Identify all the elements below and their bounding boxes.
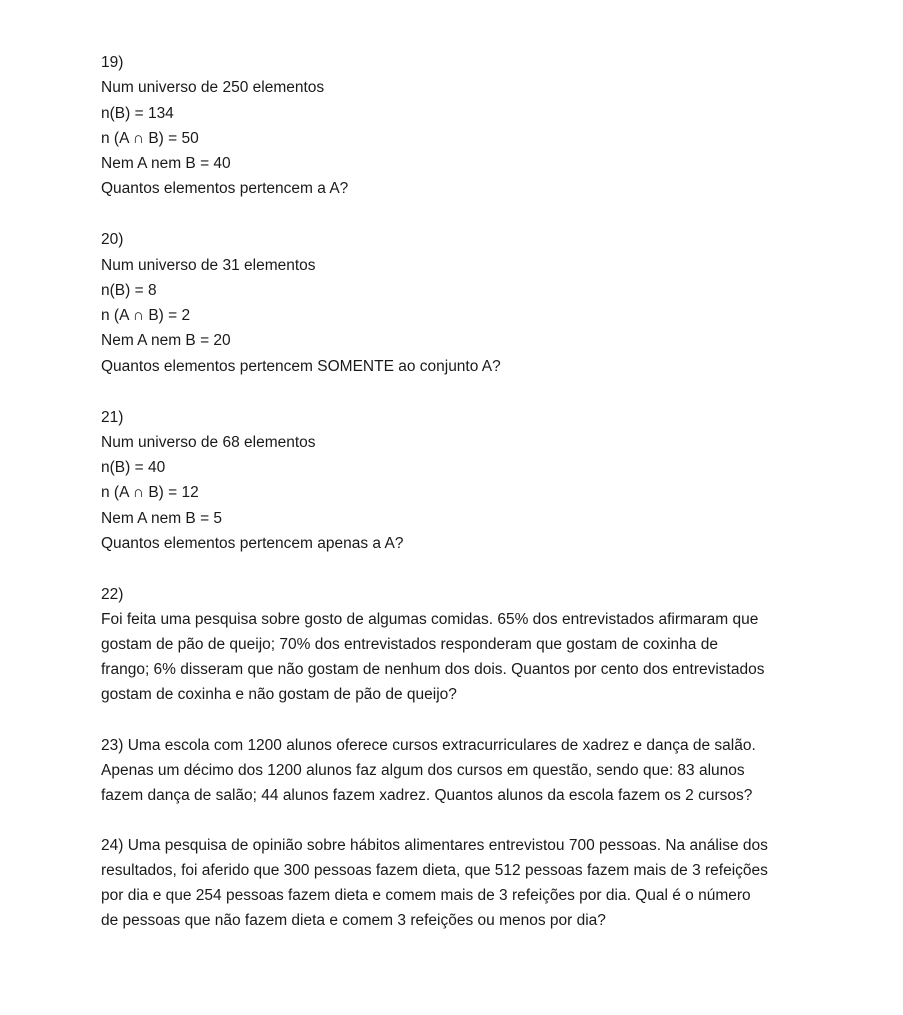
problem-text-line: resultados, foi aferido que 300 pessoas fazem dieta, que 512 pessoas fazem mais de 3 refeições bbox=[101, 862, 768, 880]
problem-question: Quantos elementos pertencem a A? bbox=[101, 180, 349, 198]
problem-text-line: de pessoas que não fazem dieta e comem 3 refeições ou menos por dia? bbox=[101, 912, 606, 930]
problem-text-line: Foi feita uma pesquisa sobre gosto de algumas comidas. 65% dos entrevistados afirmaram que bbox=[101, 611, 759, 629]
problem-number: 19) bbox=[101, 54, 124, 71]
problem-line: n(B) = 8 bbox=[101, 281, 157, 299]
problem-text-line: frango; 6% disseram que não gostam de nenhum dos dois. Quantos por cento dos entrevistados bbox=[101, 661, 765, 679]
spacer bbox=[101, 707, 821, 733]
problem-line: n (A ∩ B) = 2 bbox=[101, 307, 191, 325]
problem-line: n (A ∩ B) = 12 bbox=[101, 484, 199, 502]
spacer bbox=[101, 556, 821, 582]
problem-line: n(B) = 134 bbox=[101, 104, 174, 122]
problem-question: Quantos elementos pertencem apenas a A? bbox=[101, 535, 404, 553]
problem-number: 20) bbox=[101, 231, 124, 249]
problem-text-line: 23) Uma escola com 1200 alunos oferece cursos extracurriculares de xadrez e dança de salão. bbox=[101, 736, 756, 754]
problem-text-line: gostam de pão de queijo; 70% dos entrevistados responderam que gostam de coxinha de bbox=[101, 636, 718, 654]
problem-text-line: gostam de coxinha e não gostam de pão de queijo? bbox=[101, 686, 457, 704]
problem-number: 22) bbox=[101, 585, 124, 603]
problem-22 bbox=[101, 582, 821, 707]
problem-21 bbox=[101, 405, 821, 557]
problem-text-line: 24) Uma pesquisa de opinião sobre hábitos alimentares entrevistou 700 pessoas. Na análise dos bbox=[101, 837, 768, 855]
problem-line: Num universo de 31 elementos bbox=[101, 256, 316, 274]
problem-question: Quantos elementos pertencem SOMENTE ao conjunto A? bbox=[101, 357, 501, 375]
problem-text-line: Apenas um décimo dos 1200 alunos faz algum dos cursos em questão, sendo que: 83 alunos bbox=[101, 761, 745, 779]
problem-20 bbox=[101, 227, 821, 379]
problem-line: Nem A nem B = 40 bbox=[101, 155, 231, 173]
problem-line: n(B) = 40 bbox=[101, 459, 166, 477]
spacer bbox=[101, 808, 821, 834]
problem-number: 21) bbox=[101, 408, 124, 426]
problem-line: Num universo de 250 elementos bbox=[101, 79, 325, 97]
problem-text-line: fazem dança de salão; 44 alunos fazem xadrez. Quantos alunos da escola fazem os 2 cursos? bbox=[101, 786, 753, 804]
spacer bbox=[101, 379, 821, 405]
spacer bbox=[101, 202, 821, 228]
problem-line: Nem A nem B = 5 bbox=[101, 509, 223, 527]
problem-24 bbox=[101, 833, 821, 933]
problem-line: Num universo de 68 elementos bbox=[101, 433, 316, 451]
problem-text-line: por dia e que 254 pessoas fazem dieta e comem mais de 3 refeições por dia. Qual é o número bbox=[101, 887, 751, 905]
problem-19 bbox=[101, 50, 821, 202]
problem-23 bbox=[101, 733, 821, 808]
document-page bbox=[101, 50, 821, 933]
problem-line: Nem A nem B = 20 bbox=[101, 332, 231, 350]
problem-line: n (A ∩ B) = 50 bbox=[101, 129, 199, 147]
